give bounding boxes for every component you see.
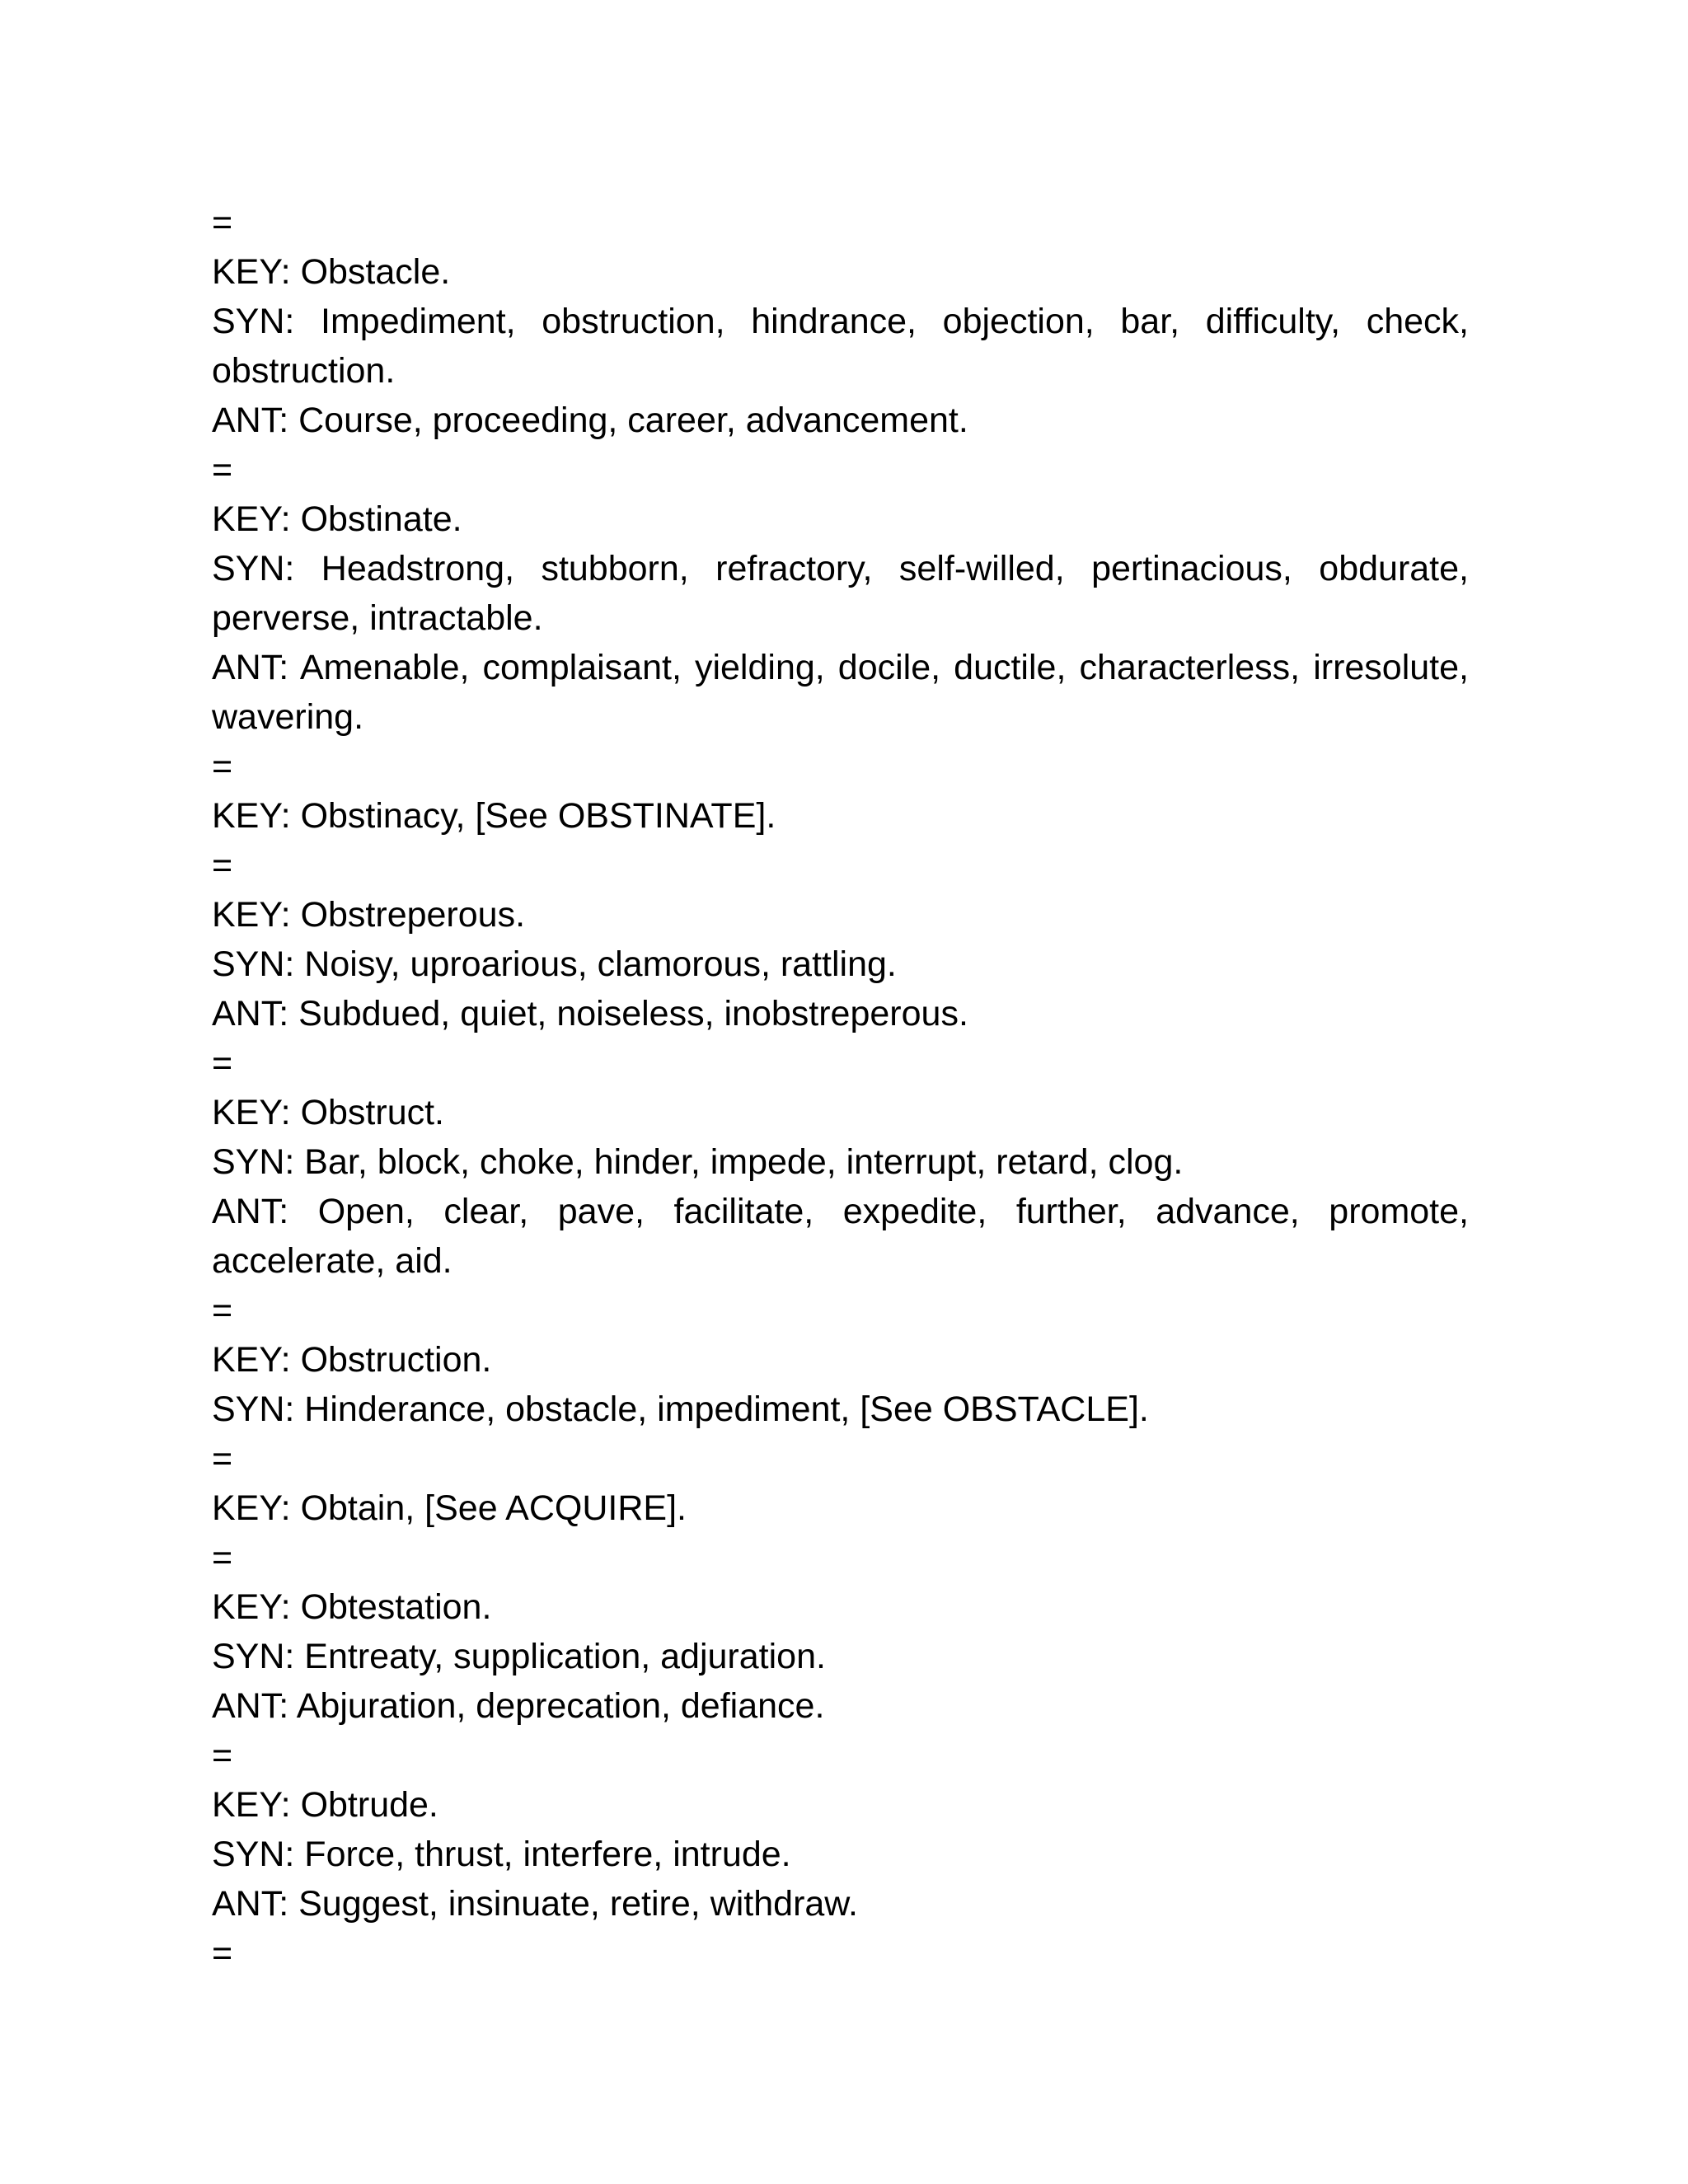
separator: = (212, 1043, 233, 1083)
separator: = (212, 1439, 233, 1479)
key-line: KEY: Obstreperous. (212, 895, 526, 935)
syn-line: SYN: Force, thrust, interfere, intrude. (212, 1835, 791, 1874)
separator: = (212, 846, 233, 885)
key-line: KEY: Obtain, [See ACQUIRE]. (212, 1488, 687, 1528)
syn-line: SYN: Entreaty, supplication, adjuration. (212, 1637, 826, 1676)
key-line: KEY: Obtestation. (212, 1587, 492, 1627)
separator: = (212, 1538, 233, 1577)
ant-line: ANT: Open, clear, pave, facilitate, expedite, further, advance, promote, accelerate, aid. (212, 1192, 1469, 1281)
ant-line: ANT: Abjuration, deprecation, defiance. (212, 1686, 825, 1726)
key-line: KEY: Obtrude. (212, 1785, 438, 1825)
syn-line: SYN: Headstrong, stubborn, refractory, self-willed, pertinacious, obdurate, perverse, intractable. (212, 549, 1469, 638)
separator: = (212, 203, 233, 242)
key-line: KEY: Obstacle. (212, 252, 451, 292)
syn-line: SYN: Impediment, obstruction, hindrance, objection, bar, difficulty, check, obstruction. (212, 302, 1469, 391)
ant-line: ANT: Subdued, quiet, noiseless, inobstreperous. (212, 994, 968, 1033)
syn-line: SYN: Noisy, uproarious, clamorous, rattling. (212, 944, 897, 984)
key-line: KEY: Obstruction. (212, 1340, 492, 1380)
key-line: KEY: Obstinacy, [See OBSTINATE]. (212, 796, 776, 836)
syn-line: SYN: Bar, block, choke, hinder, impede, interrupt, retard, clog. (212, 1142, 1184, 1182)
separator: = (212, 1736, 233, 1775)
separator: = (212, 747, 233, 786)
document-page (212, 198, 1469, 1978)
separator: = (212, 1291, 233, 1330)
separator: = (212, 450, 233, 490)
separator: = (212, 1933, 233, 1973)
syn-line: SYN: Hinderance, obstacle, impediment, [See OBSTACLE]. (212, 1390, 1149, 1429)
ant-line: ANT: Amenable, complaisant, yielding, docile, ductile, characterless, irresolute, wavering. (212, 648, 1469, 737)
key-line: KEY: Obstinate. (212, 499, 462, 539)
ant-line: ANT: Course, proceeding, career, advancement. (212, 401, 968, 440)
key-line: KEY: Obstruct. (212, 1093, 444, 1132)
ant-line: ANT: Suggest, insinuate, retire, withdraw. (212, 1884, 858, 1924)
